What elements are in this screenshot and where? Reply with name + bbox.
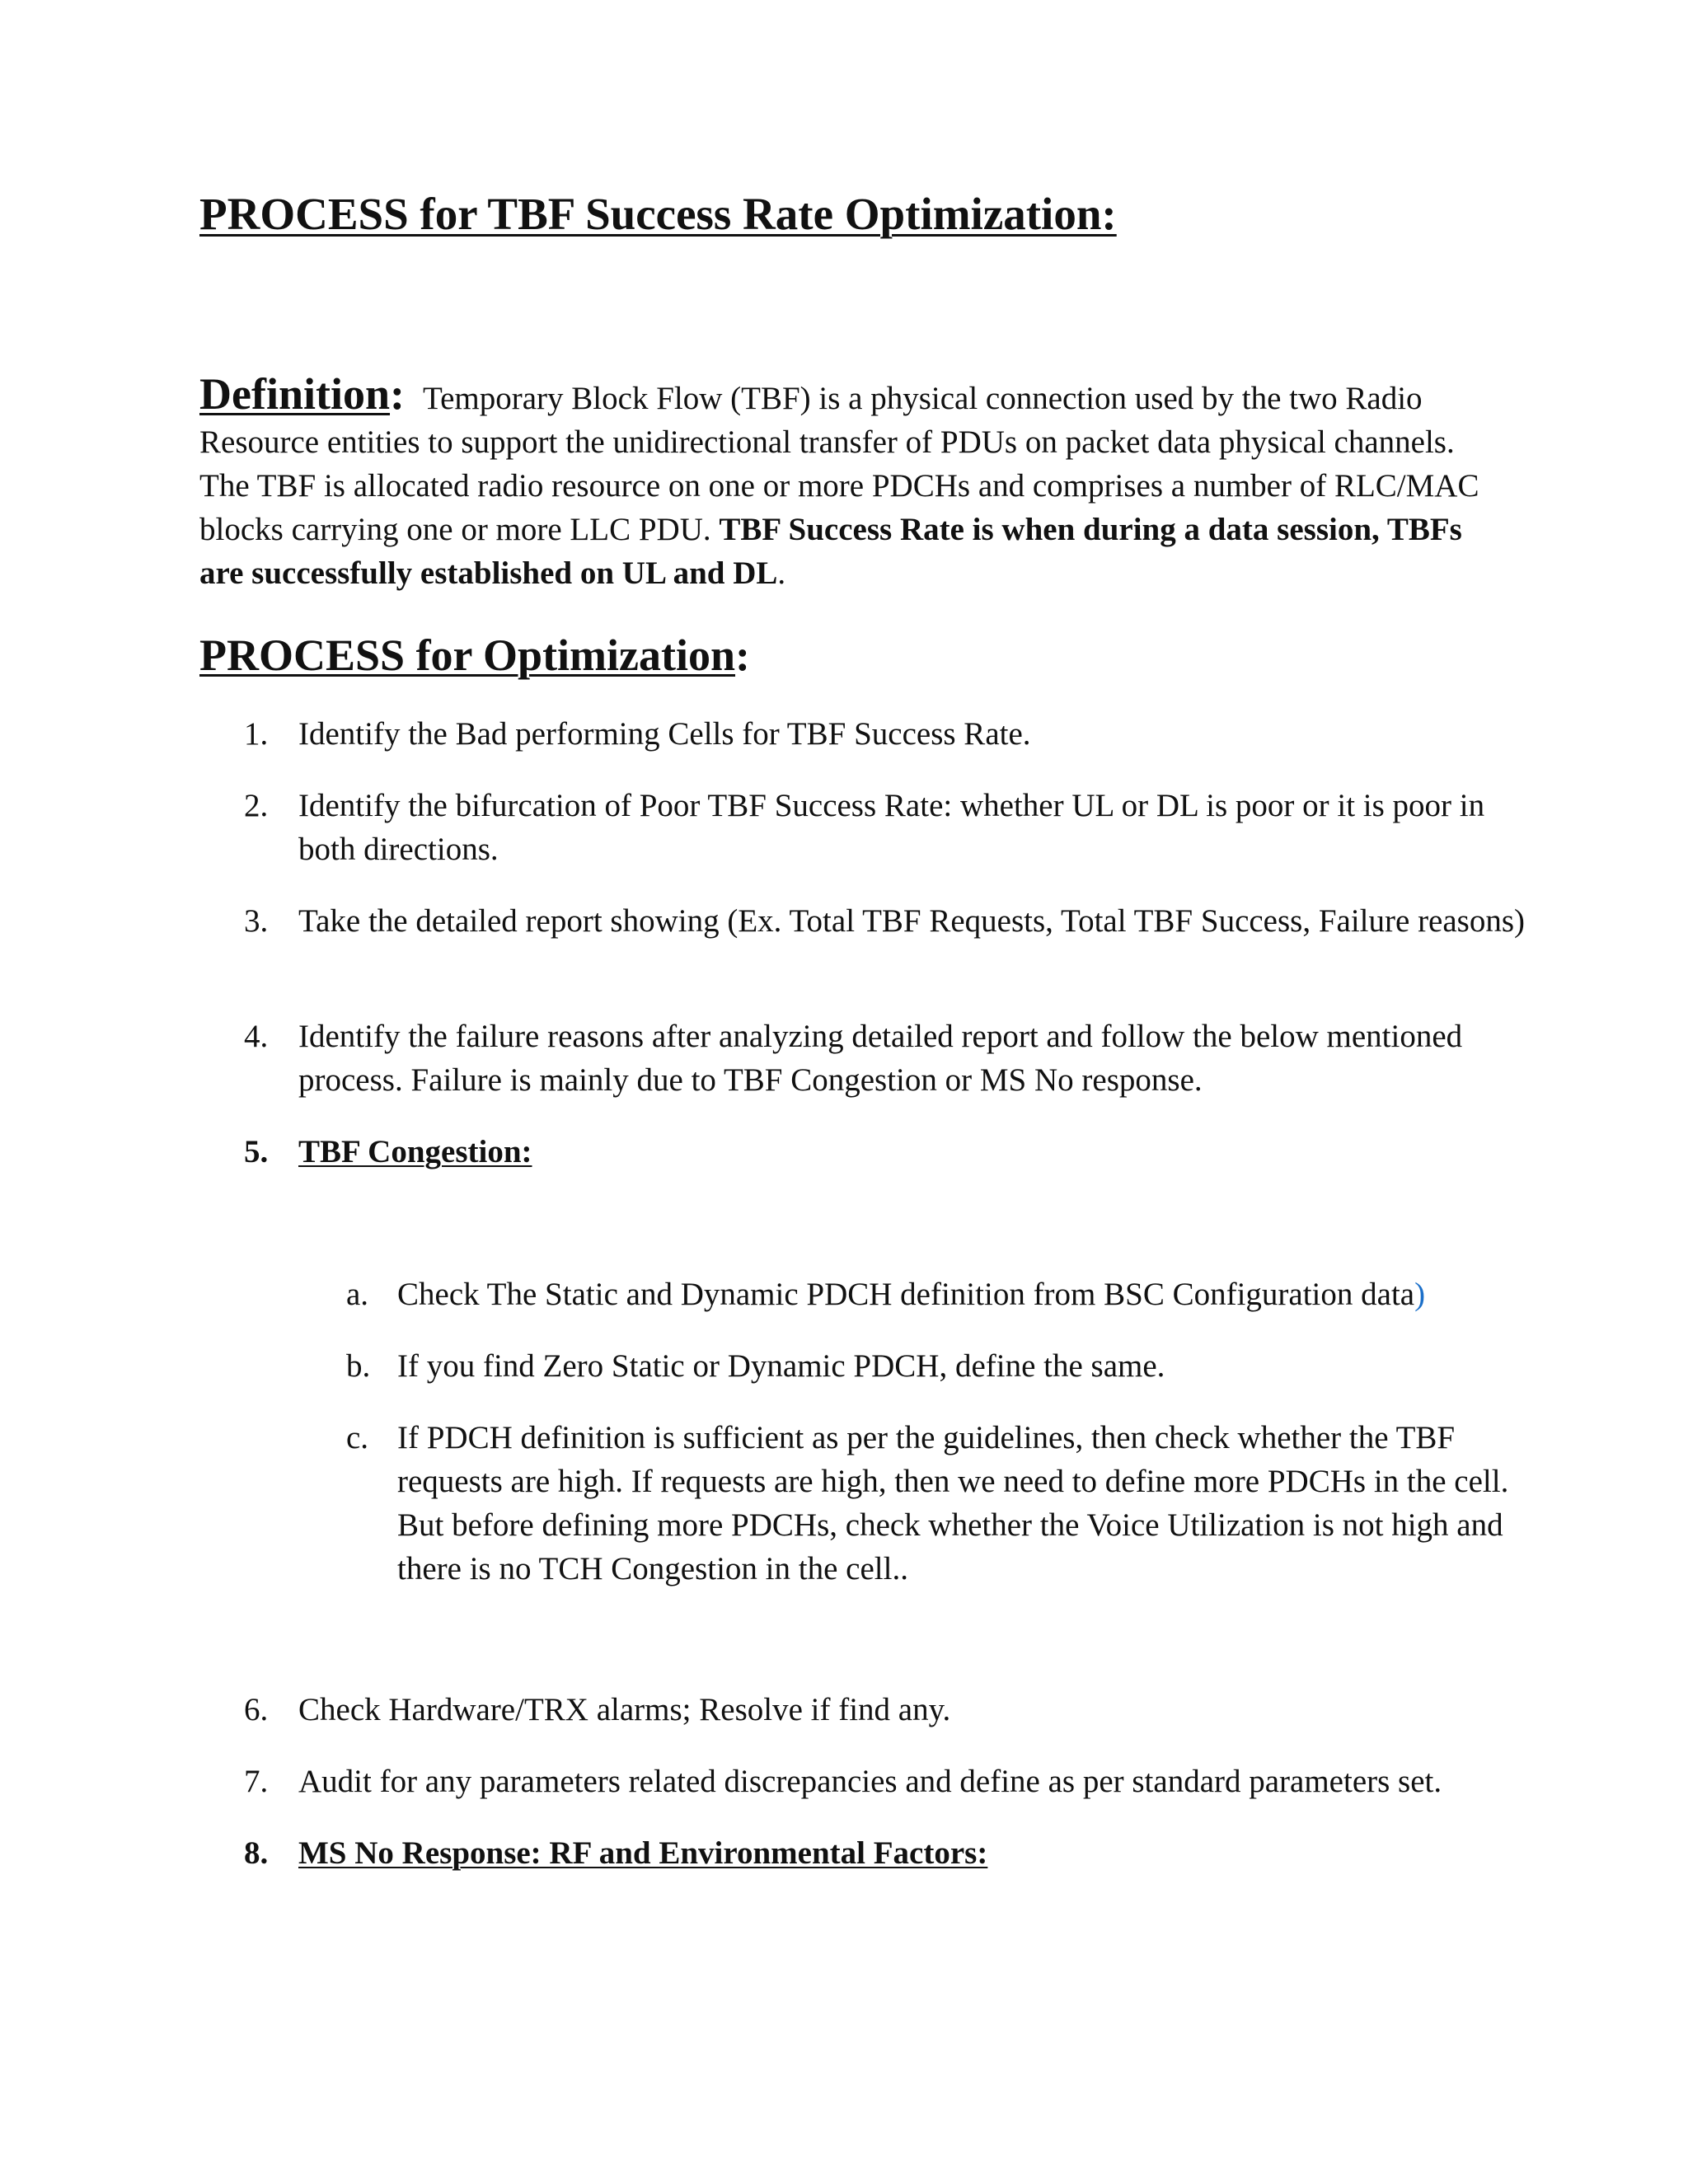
list-number: 1. — [244, 716, 269, 752]
sublist-item-b — [346, 1344, 1517, 1388]
sublist-text-wrap — [397, 1272, 1517, 1316]
list-item-3 — [244, 899, 1530, 943]
list-item-8-ms-no-response — [244, 1831, 1530, 1875]
sublist-text: Check The Static and Dynamic PDCH definition from BSC Configuration data — [397, 1277, 1415, 1312]
list-number: 6. — [244, 1692, 269, 1727]
definition-text: Temporary Block Flow (TBF) is a physical connection used by the two Radio Resource entities to support the unidirectional transfer of PDUs on packet data physical channels. The TBF is allocated radio resource on one or more PDCHs and comprises a number of RLC/MAC blocks carrying one or more LLC PDU. — [199, 381, 1479, 547]
list-text: Audit for any parameters related discrepancies and define as per standard parameters set. — [298, 1764, 1442, 1799]
definition-label: Definition — [199, 369, 391, 419]
list-number: 8. — [244, 1835, 269, 1871]
list-number: 3. — [244, 903, 269, 939]
sublist-item-a — [346, 1272, 1517, 1316]
list-text: MS No Response: RF and Environmental Factors: — [298, 1835, 988, 1871]
process-heading-label: PROCESS for Optimization — [199, 630, 736, 680]
list-number: 2. — [244, 788, 269, 823]
list-item-5-tbf-congestion — [244, 1130, 1530, 1174]
list-text: TBF Congestion: — [298, 1134, 532, 1169]
list-item-7 — [244, 1760, 1530, 1803]
sublist-letter: b. — [346, 1348, 371, 1384]
process-heading-colon: : — [735, 630, 751, 680]
list-number: 4. — [244, 1019, 269, 1054]
list-text: Check Hardware/TRX alarms; Resolve if find any. — [298, 1692, 951, 1727]
list-item-2 — [244, 784, 1530, 871]
definition-paragraph — [199, 369, 1502, 595]
list-item-4 — [244, 1015, 1530, 1102]
closing-paren: ) — [1414, 1277, 1426, 1312]
list-item-6 — [244, 1688, 1530, 1732]
sublist-text: If PDCH definition is sufficient as per the guidelines, then check whether the TBF requests are high. If requests are high, then we need to define more PDCHs in the cell. But before defining more PDCHs, check whether the Voice Utilization is not high and there is no TCH Congestion in the cell.. — [397, 1420, 1509, 1586]
list-text: Identify the Bad performing Cells for TBF Success Rate. — [298, 716, 1031, 752]
document-title: PROCESS for TBF Success Rate Optimization: — [199, 189, 1117, 239]
sublist-letter: a. — [346, 1277, 369, 1312]
list-text: Identify the failure reasons after analyzing detailed report and follow the below mentioned process. Failure is mainly due to TBF Congestion or MS No response. — [298, 1019, 1463, 1098]
list-text: Take the detailed report showing (Ex. Total TBF Requests, Total TBF Success, Failure reasons) — [298, 903, 1526, 939]
sublist-item-c — [346, 1416, 1517, 1591]
definition-bold-text: TBF Success Rate is when during a data session, TBFs are successfully established on UL and DL — [199, 512, 1462, 591]
list-text: Identify the bifurcation of Poor TBF Success Rate: whether UL or DL is poor or it is poor in both directions. — [298, 788, 1485, 867]
definition-end: . — [777, 555, 786, 591]
process-heading — [199, 630, 751, 680]
sublist-text: If you find Zero Static or Dynamic PDCH, define the same. — [397, 1348, 1165, 1384]
definition-colon: : — [390, 369, 405, 419]
list-number: 7. — [244, 1764, 269, 1799]
list-item-1 — [244, 712, 1530, 756]
list-number: 5. — [244, 1134, 269, 1169]
sublist-letter: c. — [346, 1420, 369, 1455]
